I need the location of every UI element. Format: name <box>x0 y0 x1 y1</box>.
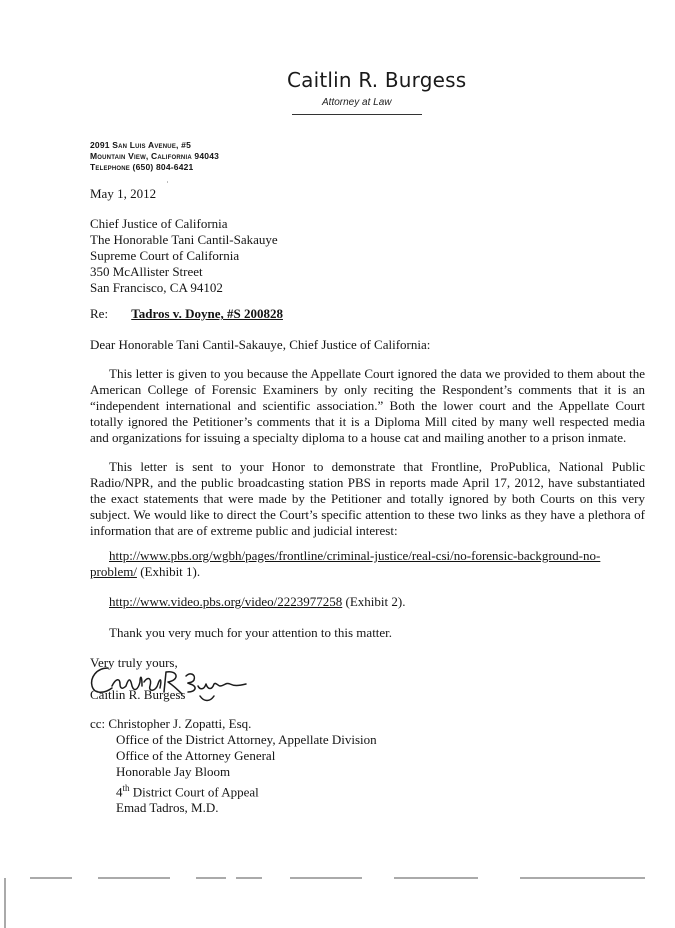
recipient-line: 350 McAllister Street <box>90 264 203 279</box>
recipient-line: Supreme Court of California <box>90 248 240 263</box>
address-line: Telephone (650) 804-6421 <box>90 162 194 172</box>
paragraph-text: This letter is given to you because the Appellate Court ignored the data we provided to them about the American College of Forensic Examiners by only reciting the Respondent’s comments that it is an “independent international and scientific association.” Both the lower court and the Appellate Court totally ignored the Petitioner’s comments that it is a Diploma Mill cited by many well respected media and organizations for issuing a specialty diploma to a house cat and mailing another to a prison inmate. <box>90 366 645 445</box>
re-line <box>90 306 283 322</box>
scan-artifact-lines <box>0 872 675 928</box>
recipient-block <box>90 216 278 296</box>
letter-date: May 1, 2012 <box>90 186 157 201</box>
cc-recipient: Office of the District Attorney, Appellate Division <box>116 732 377 747</box>
sender-address <box>90 140 219 173</box>
cc-recipient: Honorable Jay Bloom <box>116 764 231 779</box>
letterhead-name: Caitlin R. Burgess <box>287 68 467 92</box>
cc-recipient: Office of the Attorney General <box>116 748 276 763</box>
court-ordinal: 4 <box>116 784 123 800</box>
body-paragraph <box>90 366 645 446</box>
handwritten-signature <box>86 652 251 712</box>
cc-label: cc: <box>90 716 106 731</box>
thanks-line <box>90 625 645 641</box>
cc-recipient: Emad Tadros, M.D. <box>116 800 219 816</box>
body-paragraph <box>90 459 645 539</box>
salutation: Dear Honorable Tani Cantil-Sakauye, Chief Justice of California: <box>90 337 431 352</box>
exhibit-2-line <box>90 594 645 610</box>
exhibit-1-label: (Exhibit 1). <box>136 564 201 579</box>
cc-block <box>90 716 377 816</box>
recipient-line: The Honorable Tani Cantil-Sakauye <box>90 232 278 247</box>
re-label: Re: <box>90 306 109 321</box>
cc-line <box>90 716 377 732</box>
paragraph-text: This letter is sent to your Honor to demonstrate that Frontline, ProPublica, National Public Radio/NPR, and the public broadcasting station PBS in reports made April 17, 2012, have substantiated the exact statements that were made by the Petitioner and totally ignored by both Courts on this very subject. We would like to direct the Court’s specific attention to these two links as they have a plethora of information that are of extreme public and judicial interest: <box>90 459 645 538</box>
cc-recipient: Christopher J. Zopatti, Esq. <box>108 716 252 731</box>
exhibit-1-line <box>90 548 645 580</box>
address-line: 2091 San Luis Avenue, #5 <box>90 140 191 150</box>
exhibit-2-label: (Exhibit 2). <box>342 594 406 609</box>
recipient-line: Chief Justice of California <box>90 216 228 231</box>
signer-name: Caitlin R. Burgess <box>90 687 186 702</box>
letterhead-title: Attorney at Law <box>322 97 392 108</box>
exhibit-2-link[interactable]: http://www.video.pbs.org/video/2223977258 <box>109 594 343 609</box>
case-reference: Tadros v. Doyne, #S 200828 <box>131 306 283 321</box>
valediction: Very truly yours, <box>90 655 178 670</box>
address-line: Mountain View, California 94043 <box>90 151 220 161</box>
thanks-text: Thank you very much for your attention to this matter. <box>109 625 393 640</box>
scan-mark: ˙ <box>166 180 169 190</box>
letterhead-rule <box>292 114 422 115</box>
cc-recipient <box>90 780 377 800</box>
court-suffix: th <box>122 783 130 793</box>
recipient-line: San Francisco, CA 94102 <box>90 280 223 295</box>
exhibit-1-link[interactable]: http://www.pbs.org/wgbh/pages/frontline/criminal-justice/real-csi/no-forensic-background-no-problem/ <box>90 548 601 579</box>
court-name: District Court of Appeal <box>129 784 259 800</box>
